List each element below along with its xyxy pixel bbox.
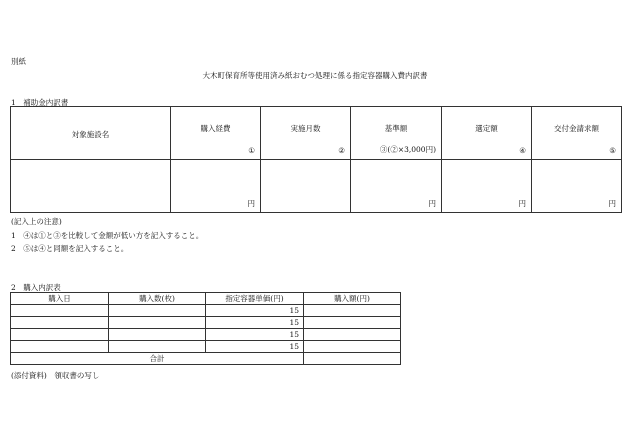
facility-name-cell[interactable] xyxy=(11,160,171,213)
note-item: 2 ⑤は④と同額を記入すること。 xyxy=(11,244,129,253)
purchase-cost-cell[interactable]: 円 xyxy=(171,160,261,213)
total-row xyxy=(11,353,401,365)
mark-3: ③(②×3,000円) xyxy=(379,145,436,154)
col-quantity: 購入数(枚) xyxy=(109,293,206,305)
col-purchase-cost: 購入経費 ① xyxy=(171,107,261,160)
selected-amount-cell[interactable]: 円 xyxy=(442,160,532,213)
mark-1: ① xyxy=(248,146,255,155)
col-purchase-date: 購入日 xyxy=(11,293,109,305)
purchase-date-cell[interactable] xyxy=(11,329,109,341)
unit-price-cell: 15 xyxy=(206,317,304,329)
amount-cell[interactable] xyxy=(304,329,401,341)
col-base-amount: 基準額 ③(②×3,000円) xyxy=(351,107,442,160)
section2-heading: 2 購入内訳表 xyxy=(11,283,61,292)
note-item: 1 ④は①と③を比較して金額が低い方を記入すること。 xyxy=(11,231,204,240)
notes-heading: (記入上の注意) xyxy=(11,217,62,226)
amount-cell[interactable] xyxy=(304,341,401,353)
amount-cell[interactable] xyxy=(304,305,401,317)
col-selected-amount: 選定額 ④ xyxy=(442,107,532,160)
section1-heading: 1 補助金内訳書 xyxy=(11,98,69,107)
unit-price-cell: 15 xyxy=(206,341,304,353)
subsidy-breakdown-table xyxy=(10,106,622,213)
document-title: 大木町保育所等使用済み紙おむつ処理に係る指定容器購入費内訳書 xyxy=(202,71,428,80)
col-facility-name: 対象施設名 xyxy=(11,107,171,160)
quantity-cell[interactable] xyxy=(109,329,206,341)
table-row xyxy=(11,329,401,341)
quantity-cell[interactable] xyxy=(109,341,206,353)
table-row xyxy=(11,160,622,213)
total-amount-cell[interactable] xyxy=(304,353,401,365)
col-amount: 購入額(円) xyxy=(304,293,401,305)
purchase-date-cell[interactable] xyxy=(11,317,109,329)
quantity-cell[interactable] xyxy=(109,305,206,317)
col-claim-amount: 交付金請求額 ⑤ xyxy=(532,107,622,160)
table-row xyxy=(11,305,401,317)
attachments-note: (添付資料) 領収書の写し xyxy=(11,371,100,380)
table-row xyxy=(11,341,401,353)
col-unit-price: 指定容器単価(円) xyxy=(206,293,304,305)
amount-cell[interactable] xyxy=(304,317,401,329)
table-header-row xyxy=(11,107,622,160)
unit-price-cell: 15 xyxy=(206,329,304,341)
total-label: 合計 xyxy=(11,353,304,365)
purchase-breakdown-table xyxy=(10,292,401,365)
months-cell[interactable] xyxy=(261,160,351,213)
table-row xyxy=(11,317,401,329)
table-header-row xyxy=(11,293,401,305)
mark-2: ② xyxy=(338,146,345,155)
unit-price-cell: 15 xyxy=(206,305,304,317)
mark-4: ④ xyxy=(519,146,526,155)
purchase-date-cell[interactable] xyxy=(11,341,109,353)
attachment-label: 別紙 xyxy=(11,57,26,66)
col-months: 実施月数 ② xyxy=(261,107,351,160)
base-amount-cell[interactable]: 円 xyxy=(351,160,442,213)
purchase-date-cell[interactable] xyxy=(11,305,109,317)
claim-amount-cell[interactable]: 円 xyxy=(532,160,622,213)
mark-5: ⑤ xyxy=(609,146,616,155)
quantity-cell[interactable] xyxy=(109,317,206,329)
